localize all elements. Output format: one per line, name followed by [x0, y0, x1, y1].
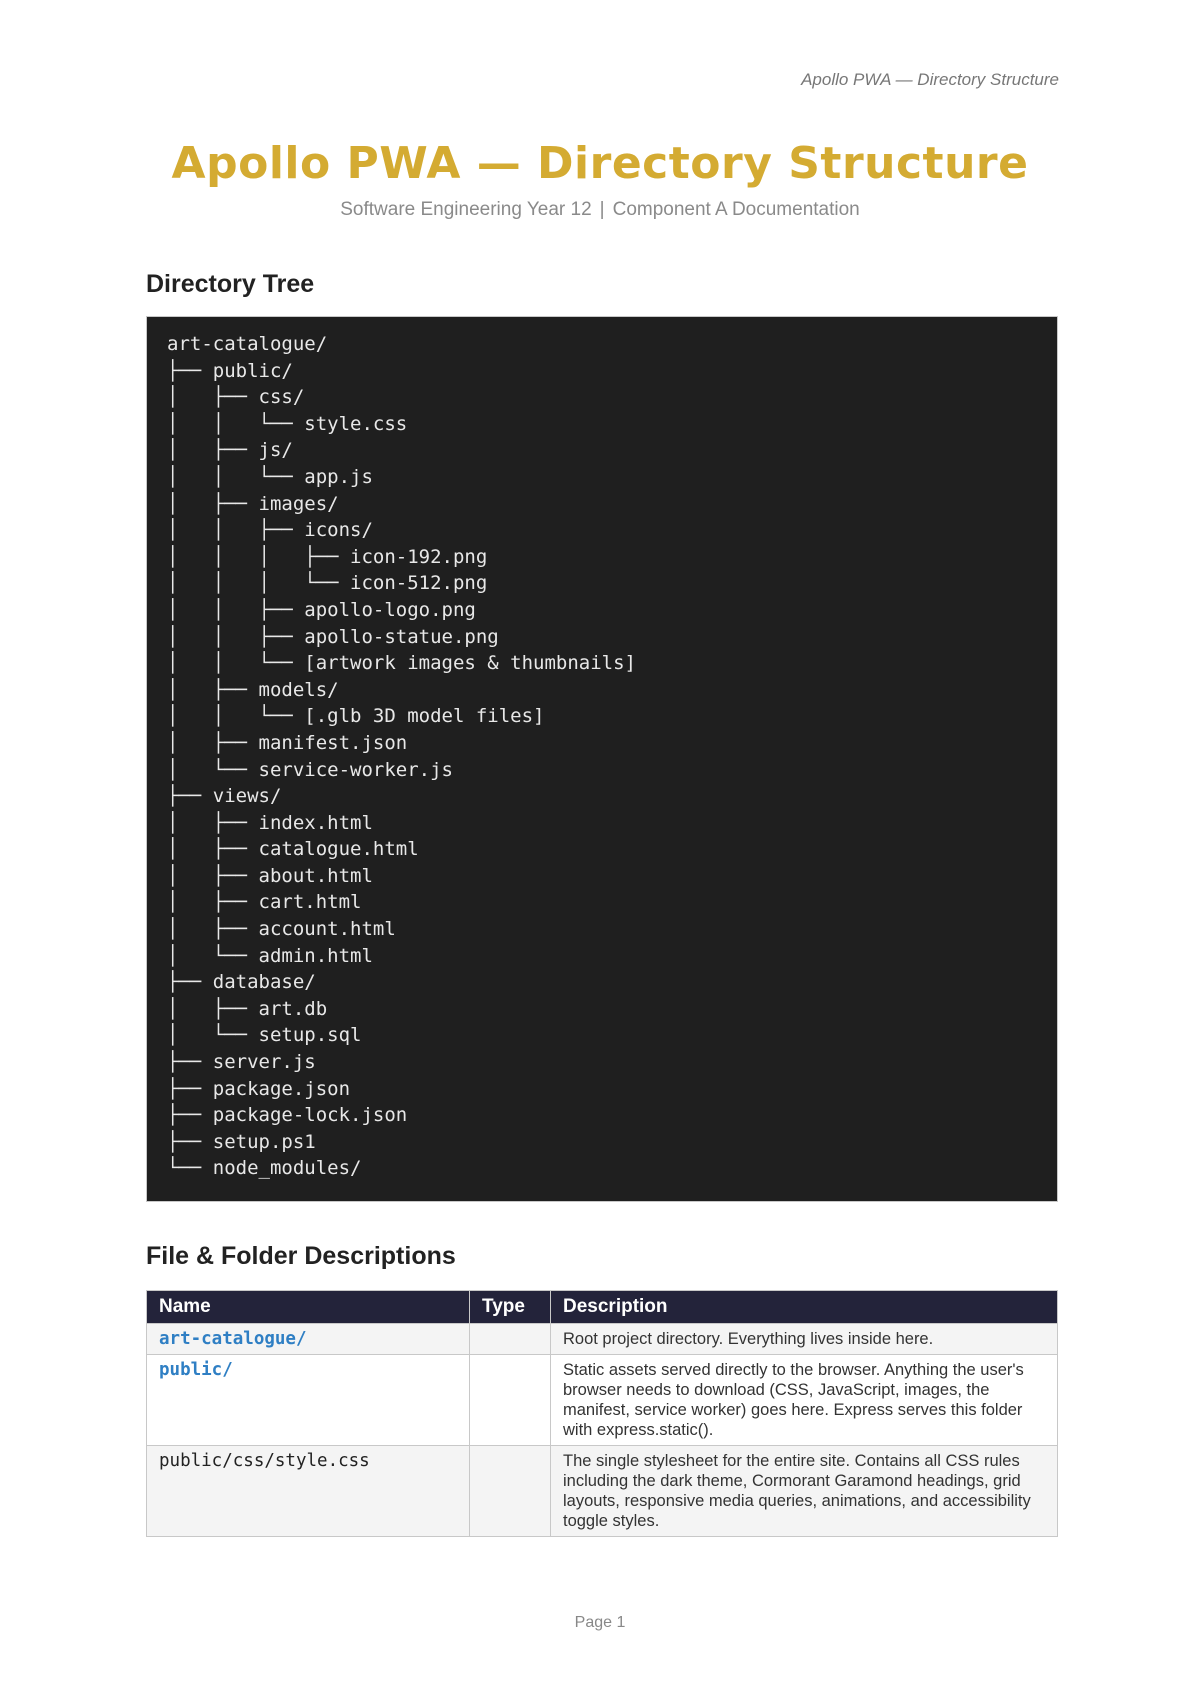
row-description-cell: Static assets served directly to the browser. Anything the user's browser needs to download (CSS, JavaScript, images, the manifest, service worker) goes here. Express serves this folder with express.static(). — [551, 1355, 1058, 1446]
directory-tree-heading: Directory Tree — [146, 270, 315, 298]
row-name-cell — [147, 1446, 470, 1537]
tree-line: │ ├── catalogue.html — [167, 838, 419, 861]
table-row — [147, 1324, 1058, 1355]
title-block — [0, 138, 1200, 221]
column-header-name: Name — [147, 1291, 470, 1324]
row-name-cell — [147, 1324, 470, 1355]
row-type-cell — [470, 1355, 551, 1446]
tree-line: │ ├── manifest.json — [167, 731, 408, 754]
table-row — [147, 1355, 1058, 1446]
tree-line: │ ├── cart.html — [167, 891, 362, 914]
subtitle-course: Software Engineering Year 12 — [340, 199, 592, 220]
running-header: Apollo PWA — Directory Structure — [801, 70, 1059, 89]
tree-line: ├── server.js — [167, 1051, 316, 1074]
row-description-cell: Root project directory. Everything lives inside here. — [551, 1324, 1058, 1355]
tree-line: │ ├── about.html — [167, 864, 373, 887]
tree-line: │ └── service-worker.js — [167, 758, 453, 781]
tree-line: │ │ │ ├── icon-192.png — [167, 545, 488, 568]
descriptions-heading: File & Folder Descriptions — [146, 1242, 456, 1270]
tree-line: │ │ └── [.glb 3D model files] — [167, 705, 545, 728]
row-name-cell — [147, 1355, 470, 1446]
file-name: public/css/style.css — [159, 1451, 370, 1471]
tree-line: │ └── admin.html — [167, 944, 373, 967]
tree-line: │ ├── models/ — [167, 678, 339, 701]
tree-line: art-catalogue/ — [167, 333, 328, 355]
tree-line: │ ├── index.html — [167, 811, 373, 834]
tree-line: │ ├── css/ — [167, 386, 305, 409]
page-number: Page 1 — [574, 1614, 626, 1631]
table-row — [147, 1446, 1058, 1537]
tree-line: ├── package-lock.json — [167, 1104, 408, 1127]
subtitle-separator: | — [599, 199, 605, 220]
page-subtitle — [0, 199, 1200, 221]
tree-line: └── node_modules/ — [167, 1157, 362, 1180]
tree-line: │ ├── js/ — [167, 439, 293, 462]
folder-name: art-catalogue/ — [159, 1329, 307, 1349]
tree-line: │ │ ├── apollo-statue.png — [167, 625, 499, 648]
tree-line: │ │ ├── apollo-logo.png — [167, 598, 476, 621]
tree-line: ├── database/ — [167, 971, 316, 994]
column-header-type: Type — [470, 1291, 551, 1324]
directory-tree-text — [167, 331, 1037, 1182]
page-title: Apollo PWA — Directory Structure — [171, 138, 1029, 189]
tree-line: ├── setup.ps1 — [167, 1130, 316, 1153]
tree-line: ├── views/ — [167, 785, 282, 808]
directory-tree-code-block — [146, 316, 1058, 1202]
row-type-cell — [470, 1324, 551, 1355]
tree-line: │ │ └── style.css — [167, 412, 408, 435]
column-header-description: Description — [551, 1291, 1058, 1324]
tree-line: │ │ ├── icons/ — [167, 519, 373, 542]
table-header-row — [147, 1291, 1058, 1324]
tree-line: │ ├── art.db — [167, 997, 328, 1020]
tree-line: │ ├── images/ — [167, 492, 339, 515]
descriptions-table — [146, 1290, 1058, 1537]
tree-line: │ │ └── app.js — [167, 465, 373, 488]
subtitle-component: Component A Documentation — [612, 199, 860, 220]
tree-line: │ │ └── [artwork images & thumbnails] — [167, 652, 636, 675]
folder-name: public/ — [159, 1360, 233, 1380]
tree-line: │ │ │ └── icon-512.png — [167, 572, 488, 595]
tree-line: │ └── setup.sql — [167, 1024, 362, 1047]
row-type-cell — [470, 1446, 551, 1537]
row-description-cell: The single stylesheet for the entire site. Contains all CSS rules including the dark theme, Cormorant Garamond headings, grid layouts, responsive media queries, animations, and accessibility toggle styles. — [551, 1446, 1058, 1537]
tree-line: │ ├── account.html — [167, 918, 396, 941]
tree-line: ├── public/ — [167, 359, 293, 382]
tree-line: ├── package.json — [167, 1077, 351, 1100]
